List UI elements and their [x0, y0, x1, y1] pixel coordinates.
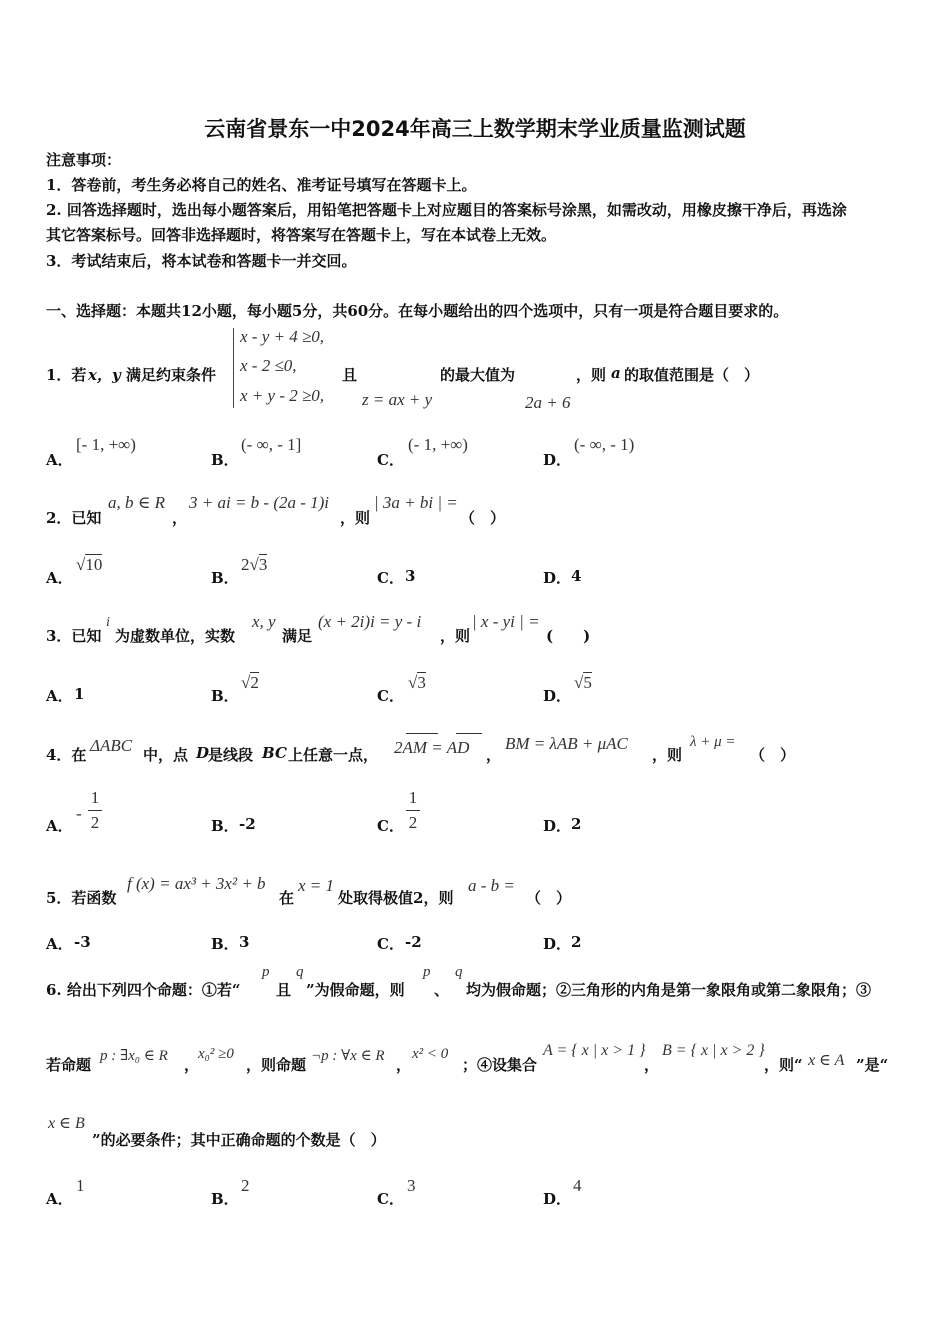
q3-i: i	[106, 615, 110, 630]
q6-option-a-label[interactable]: A．	[46, 1190, 73, 1208]
notice-item: 2. 回答选择题时，选出每小题答案后，用铅笔把答题卡上对应题目的答案标号涂黑，如需改动，用橡皮擦干净后，再选涂	[46, 201, 847, 219]
question-4-number: 4．在	[46, 746, 87, 764]
notice-item: 1．答卷前，考生务必将自己的姓名、准考证号填写在答题卡上。	[46, 176, 477, 194]
q6-sep: ，	[184, 1056, 200, 1074]
q1-option-d[interactable]: (- ∞, - 1)	[574, 435, 635, 454]
notice-item: 其它答案标号。回答非选择题时，将答案写在答题卡上，写在本试卷上无效。	[46, 226, 557, 244]
q1-option-a[interactable]: [- 1, +∞)	[76, 435, 136, 454]
q4-option-b-label[interactable]: B．	[211, 817, 239, 835]
q4-vector-arrow	[406, 733, 438, 734]
q3-option-d[interactable]: √5	[574, 673, 592, 692]
q1-option-b-label[interactable]: B．	[211, 451, 239, 469]
q5-option-c[interactable]: -2	[405, 933, 422, 951]
q4-vector-eq: BM = λAB + μAC	[505, 734, 628, 753]
q6-text: ”为假命题，则	[306, 981, 405, 999]
q4-option-c-numerator: 1	[408, 788, 418, 807]
q4-option-c-denominator: 2	[408, 813, 418, 832]
q6-option-c[interactable]: 3	[407, 1176, 416, 1195]
q6-prop-notp: x² < 0	[412, 1046, 449, 1062]
q6-x-in-b: x ∈ B	[48, 1115, 85, 1132]
q6-prop-p: x₀² ≥0	[198, 1046, 234, 1062]
q2-option-b-radicand: 3	[258, 555, 268, 574]
q2-sep: ，	[172, 509, 188, 527]
q2-option-b[interactable]: 2√3	[241, 555, 268, 574]
q3-xy: x, y	[252, 612, 276, 631]
q5-option-c-label[interactable]: C．	[377, 935, 404, 953]
q4-text: 上任意一点，	[288, 746, 379, 764]
q3-option-a[interactable]: 1	[74, 685, 85, 703]
q5-tail: （ ）	[526, 889, 572, 907]
q3-math: (x + 2i)i = y - i	[318, 612, 422, 631]
q6-option-d-label[interactable]: D．	[543, 1190, 572, 1208]
q4-d: D	[196, 744, 210, 762]
notice-heading: 注意事项：	[46, 151, 122, 169]
q4-sum: λ + μ =	[690, 734, 736, 750]
q4-tail: （ ）	[750, 746, 796, 764]
q4-vector-eq: 2AM = AD	[394, 738, 470, 757]
q5-option-b-label[interactable]: B．	[211, 935, 239, 953]
q1-brace	[233, 328, 234, 408]
q6-text: ，则命题	[246, 1056, 307, 1074]
q6-text: 若命题	[46, 1056, 92, 1074]
q3-option-a-label[interactable]: A．	[46, 687, 73, 705]
q3-option-b-radicand: 2	[250, 673, 259, 692]
question-5-number: 5．若函数	[46, 889, 117, 907]
q6-option-b[interactable]: 2	[241, 1176, 250, 1195]
q5-option-a[interactable]: -3	[74, 933, 91, 951]
q1-option-c[interactable]: (- 1, +∞)	[408, 435, 468, 454]
q4-option-c-label[interactable]: C．	[377, 817, 404, 835]
q1-option-d-label[interactable]: D．	[543, 451, 572, 469]
q2-math: a, b ∈ R	[108, 493, 165, 512]
q3-text: 为虚数单位，实数	[115, 627, 236, 645]
q3-text: 满足	[282, 627, 313, 645]
q3-option-b-label[interactable]: B．	[211, 687, 239, 705]
q6-option-a[interactable]: 1	[76, 1176, 85, 1195]
q5-function: f (x) = ax³ + 3x² + b	[127, 874, 266, 893]
q1-constraint-1: x - y + 4 ≥0,	[240, 327, 325, 346]
question-2-number: 2．已知	[46, 509, 102, 527]
q2-option-b-label[interactable]: B．	[211, 569, 239, 587]
question-1-number: 1．若	[46, 366, 87, 384]
page-title: 云南省景东一中2024年高三上数学期末学业质量监测试题	[204, 117, 746, 141]
q3-math: | x - yi | =	[472, 612, 540, 631]
q1-and: 且	[342, 366, 358, 384]
q1-text: 的取值范围是（ ）	[624, 366, 760, 384]
q4-option-d-label[interactable]: D．	[543, 817, 572, 835]
q2-option-a-radicand: 10	[85, 555, 103, 574]
q6-sep: ，	[396, 1056, 412, 1074]
q4-option-a-label[interactable]: A．	[46, 817, 73, 835]
q4-option-a-denominator: 2	[90, 813, 100, 832]
q4-text: 是线段	[208, 746, 254, 764]
q5-text: 处取得极值2，则	[338, 889, 454, 907]
q5-option-d-label[interactable]: D．	[543, 935, 572, 953]
q6-text: 均为假命题；②三角形的内角是第一象限角或第二象限角；③	[466, 981, 872, 999]
q6-option-b-label[interactable]: B．	[211, 1190, 239, 1208]
q5-option-d[interactable]: 2	[571, 933, 582, 951]
q1-objective: z = ax + y	[362, 390, 433, 409]
q6-and: 且	[276, 981, 292, 999]
q4-option-a[interactable]	[88, 788, 102, 833]
q6-sep: ，	[644, 1056, 660, 1074]
q4-text: 中，点	[143, 746, 189, 764]
q6-set-a: A = { x | x > 1 }	[543, 1042, 646, 1059]
q5-text: 在	[279, 889, 295, 907]
q3-text: ，则	[440, 627, 471, 645]
q1-option-a-label[interactable]: A．	[46, 451, 73, 469]
q4-bc: BC	[262, 744, 287, 762]
q6-q: q	[296, 964, 304, 980]
q6-dun: 、	[434, 981, 450, 999]
q4-option-a-sign[interactable]: -	[76, 804, 82, 823]
q3-option-c-radicand: 3	[417, 673, 426, 692]
q4-option-d[interactable]: 2	[571, 815, 582, 833]
q2-option-a[interactable]: √10	[76, 555, 103, 574]
q4-text: ，则	[652, 746, 683, 764]
q2-option-c-label[interactable]: C．	[377, 569, 404, 587]
q4-option-a-numerator: 1	[90, 788, 100, 807]
q6-prop-notp: ¬p : ∀x ∈ R	[311, 1048, 385, 1064]
q1-constraint-3: x + y - 2 ≥0,	[240, 386, 325, 405]
q5-ab: a - b =	[468, 876, 515, 895]
notice-item: 3．考试结束后，将本试卷和答题卡一并交回。	[46, 252, 357, 270]
q2-option-a-label[interactable]: A．	[46, 569, 73, 587]
q4-vector-arrow	[456, 733, 482, 734]
fraction-bar	[88, 810, 102, 811]
q2-text: ，则	[340, 509, 371, 527]
q6-text: ，则“	[764, 1056, 803, 1074]
q5-option-b[interactable]: 3	[239, 933, 250, 951]
q3-option-d-radicand: 5	[583, 673, 592, 692]
q1-option-b[interactable]: (- ∞, - 1]	[241, 435, 302, 454]
q4-option-b[interactable]: -2	[239, 815, 256, 833]
q6-prop-p: p : ∃x₀ ∈ R	[100, 1048, 168, 1064]
q6-option-d[interactable]: 4	[573, 1176, 582, 1195]
q6-p: p	[262, 964, 270, 980]
q2-math: 3 + ai = b - (2a - 1)i	[189, 493, 330, 512]
q1-constraint-2: x - 2 ≤0,	[240, 356, 297, 375]
q6-option-c-label[interactable]: C．	[377, 1190, 404, 1208]
q2-option-d-label[interactable]: D．	[543, 569, 572, 587]
q6-q: q	[455, 964, 463, 980]
q6-x-in-a: x ∈ A	[808, 1052, 845, 1069]
q2-option-c[interactable]: 3	[405, 567, 416, 585]
q4-triangle: ΔABC	[90, 736, 133, 755]
q6-p: p	[423, 964, 431, 980]
q6-set-b: B = { x | x > 2 }	[662, 1042, 765, 1059]
question-6-number: 6. 给出下列四个命题：①若“	[46, 981, 241, 999]
question-3-number: 3．已知	[46, 627, 102, 645]
q5-option-a-label[interactable]: A．	[46, 935, 73, 953]
q1-text: 满足约束条件	[126, 366, 217, 384]
fraction-bar	[406, 810, 420, 811]
q1-option-c-label[interactable]: C．	[377, 451, 404, 469]
q3-option-c-label[interactable]: C．	[377, 687, 404, 705]
q1-text: 的最大值为	[440, 366, 516, 384]
q2-math: | 3a + bi | =	[374, 493, 458, 512]
section-heading: 一、选择题：本题共12小题，每小题5分，共60分。在每小题给出的四个选项中，只有一项是符合题目要求的。	[46, 302, 789, 320]
q3-option-d-label[interactable]: D．	[543, 687, 572, 705]
q6-text: ”是“	[856, 1056, 889, 1074]
q1-max: 2a + 6	[525, 393, 571, 412]
q3-option-b[interactable]: √2	[241, 673, 259, 692]
q2-option-d[interactable]: 4	[571, 567, 582, 585]
q1-a: a	[611, 364, 621, 382]
q2-option-b-coeff: 2	[241, 555, 250, 574]
q2-tail: （ ）	[460, 509, 506, 527]
q5-x: x = 1	[298, 876, 335, 895]
q3-option-c[interactable]: √3	[408, 673, 426, 692]
q1-vars: x，y	[88, 366, 121, 384]
q4-sep: ，	[486, 746, 502, 764]
q6-text: ”的必要条件；其中正确命题的个数是（ ）	[92, 1131, 386, 1149]
q4-option-c[interactable]	[406, 788, 420, 833]
q1-text: ，则	[576, 366, 607, 384]
q6-text: ；④设集合	[462, 1056, 538, 1074]
q3-tail: ( )	[546, 627, 591, 645]
